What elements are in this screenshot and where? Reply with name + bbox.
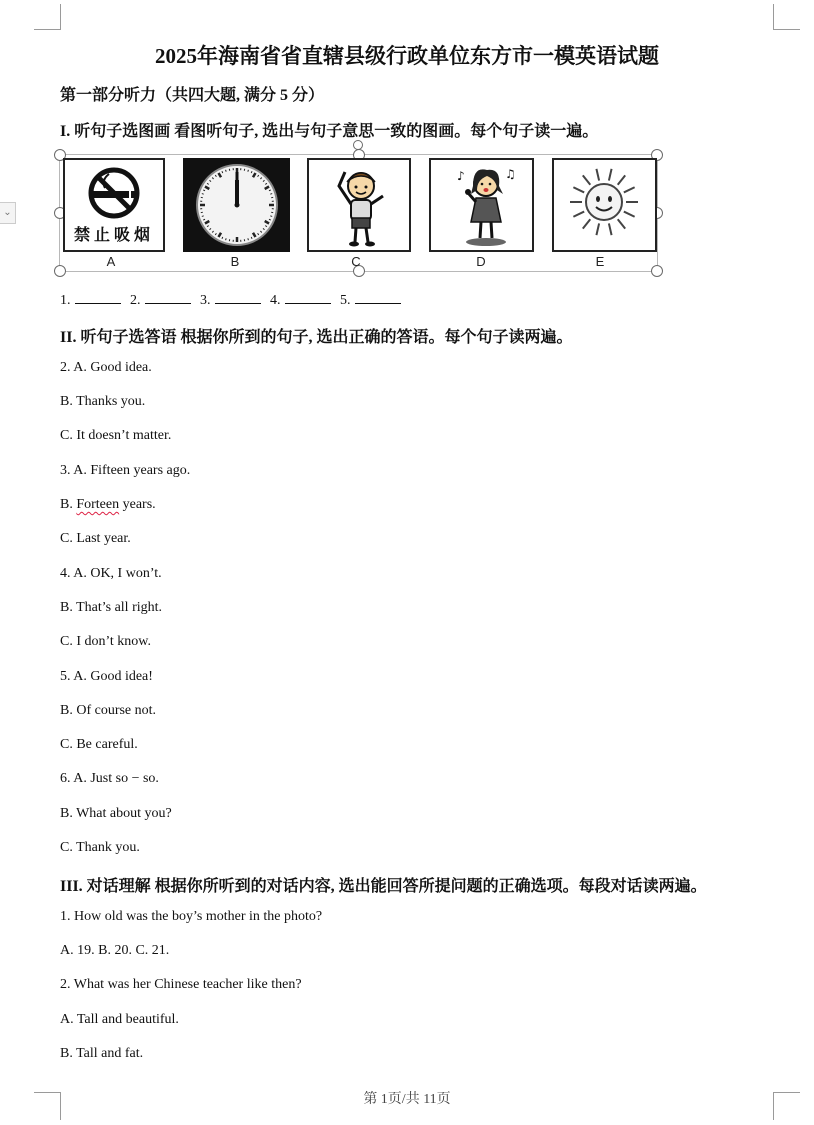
picture-label-d: D [476,254,486,269]
option-line: C. I don’t know. [60,634,151,649]
picture-label-c: C [351,254,361,269]
option-line: 6. A. Just so − so. [60,771,159,786]
question-line: 2. What was her Chinese teacher like then? [60,977,302,992]
blank-number: 1. [60,293,71,308]
picture-label-b: B [230,254,240,269]
answer-blank[interactable] [75,291,121,304]
answer-blank[interactable] [145,291,191,304]
child-stretching-icon [309,160,409,250]
blank-number: 2. [130,293,141,308]
option-line: B. Forteen years. [60,497,156,512]
option-line: A. 19. B. 20. C. 21. [60,943,170,958]
question-line: 1. How old was the boy’s mother in the photo? [60,909,323,924]
document-title: 2025年海南省省直辖县级行政单位东方市一模英语试题 [155,44,659,68]
corner-mark [773,4,774,30]
picture-d [429,158,534,252]
option-line: B. Thanks you. [60,394,146,409]
svg-text:♪: ♪ [457,169,465,183]
option-line: B. Tall and fat. [60,1046,144,1061]
answer-blank[interactable] [355,291,401,304]
picture-c [307,158,411,252]
option-line: C. It doesn’t matter. [60,428,172,443]
picture-e [552,158,657,252]
answer-blanks [60,291,407,309]
no-smoking-caption: 禁止吸烟 [73,225,154,244]
option-line: 2. A. Good idea. [60,360,152,375]
part-heading: 第一部分听力（共四大题, 满分 5 分） [60,87,325,104]
blank-number: 5. [340,293,351,308]
girl-singing-icon [431,160,532,250]
section-1-heading: I. 听句子选图画 看图听句子, 选出与句子意思一致的图画。每个句子读一遍。 [60,123,599,140]
picture-a [63,158,165,252]
option-line: B. Of course not. [60,703,157,718]
resize-handle[interactable] [651,265,663,277]
option-line: B. What about you? [60,806,172,821]
option-line: 3. A. Fifteen years ago. [60,463,191,478]
corner-mark [773,29,800,30]
option-line: 4. A. OK, I won’t. [60,566,162,581]
option-line: 5. A. Good idea! [60,669,153,684]
option-line: C. Thank you. [60,840,140,855]
answer-blank[interactable] [215,291,261,304]
svg-text:♫: ♫ [505,167,516,181]
clock-icon [185,160,288,250]
picture-b [183,158,290,252]
section-2-heading: II. 听句子选答语 根据你所到的句子, 选出正确的答语。每个句子读两遍。 [60,329,573,346]
option-line: C. Last year. [60,531,131,546]
option-line: C. Be careful. [60,737,138,752]
section-3-heading: III. 对话理解 根据你所听到的对话内容, 选出能回答所提问题的正确选项。每段对话读两遍。 [60,878,707,895]
option-line: B. That’s all right. [60,600,163,615]
corner-mark [60,4,61,30]
misspelled-word[interactable]: Forteen [76,497,120,512]
smiling-sun-icon [554,160,655,250]
blank-number: 3. [200,293,211,308]
page-number: 第 1页/共 11页 [363,1092,451,1107]
resize-handle[interactable] [54,265,66,277]
collapse-toggle-icon[interactable]: ⌄ [0,202,16,224]
blank-number: 4. [270,293,281,308]
option-line: A. Tall and beautiful. [60,1012,179,1027]
picture-label-a: A [106,254,116,269]
answer-blank[interactable] [285,291,331,304]
rotate-handle[interactable] [353,140,363,150]
corner-mark [34,29,61,30]
picture-label-e: E [595,254,605,269]
